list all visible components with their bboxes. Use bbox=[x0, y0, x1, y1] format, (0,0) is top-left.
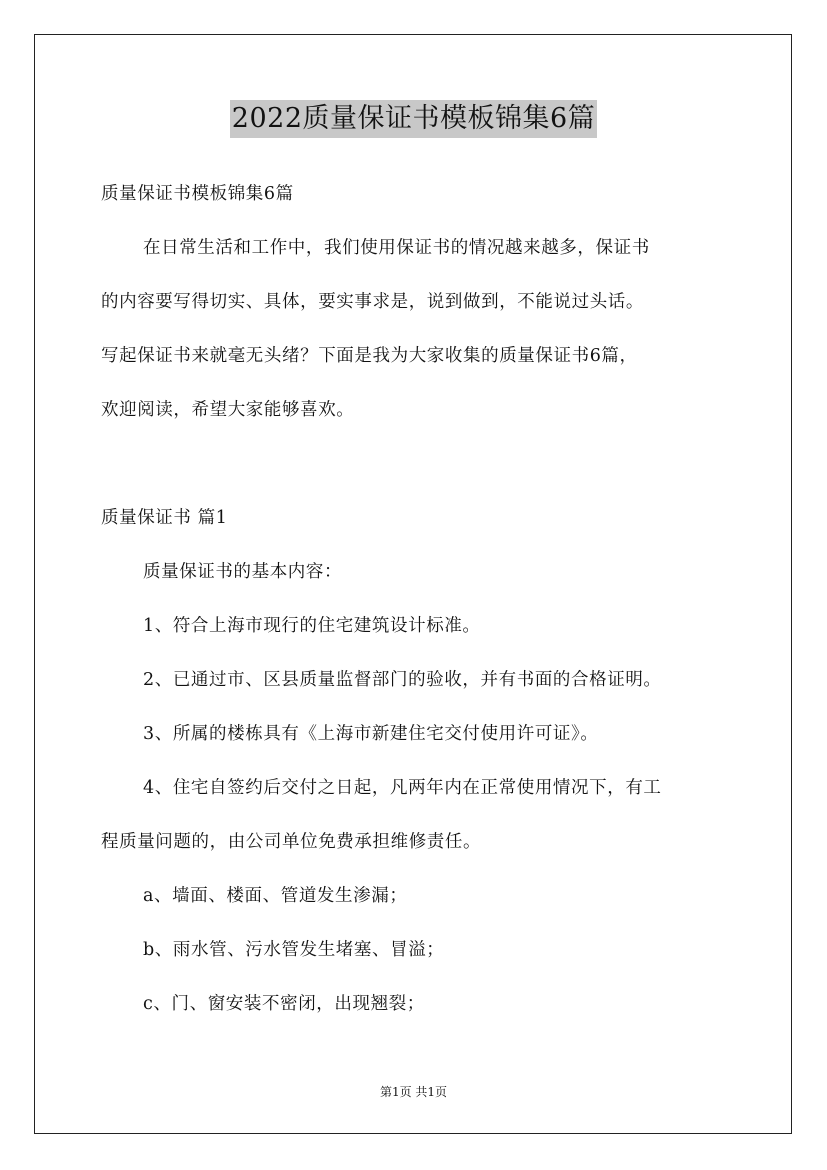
list-item-3: 3、所属的楼栋具有《上海市新建住宅交付使用许可证》。 bbox=[143, 724, 599, 744]
list-item-4-line-2: 程质量问题的，由公司单位免费承担维修责任。 bbox=[101, 832, 482, 852]
intro-line-1: 在日常生活和工作中，我们使用保证书的情况越来越多，保证书 bbox=[143, 238, 650, 258]
intro-line-2: 的内容要写得切实、具体，要实事求是，说到做到，不能说过头话。 bbox=[101, 292, 644, 312]
sub-item-a: a、墙面、楼面、管道发生渗漏； bbox=[143, 886, 408, 906]
document-title-wrapper bbox=[0, 100, 827, 138]
sub-item-b: b、雨水管、污水管发生堵塞、冒溢； bbox=[143, 940, 445, 960]
list-item-4-line-1: 4、住宅自签约后交付之日起，凡两年内在正常使用情况下，有工 bbox=[143, 778, 662, 798]
section-heading: 质量保证书 篇1 bbox=[101, 508, 228, 528]
subtitle: 质量保证书模板锦集6篇 bbox=[101, 184, 294, 204]
basic-content-label: 质量保证书的基本内容： bbox=[143, 562, 343, 582]
intro-line-3: 写起保证书来就毫无头绪？下面是我为大家收集的质量保证书6篇， bbox=[101, 346, 638, 366]
list-item-1: 1、符合上海市现行的住宅建筑设计标准。 bbox=[143, 616, 481, 636]
document-title: 2022质量保证书模板锦集6篇 bbox=[230, 100, 597, 138]
list-item-2: 2、已通过市、区县质量监督部门的验收，并有书面的合格证明。 bbox=[143, 670, 662, 690]
sub-item-c: c、门、窗安装不密闭，出现翘裂； bbox=[143, 994, 425, 1014]
intro-line-4: 欢迎阅读，希望大家能够喜欢。 bbox=[101, 400, 355, 420]
page-footer: 第1页 共1页 bbox=[379, 1085, 448, 1099]
